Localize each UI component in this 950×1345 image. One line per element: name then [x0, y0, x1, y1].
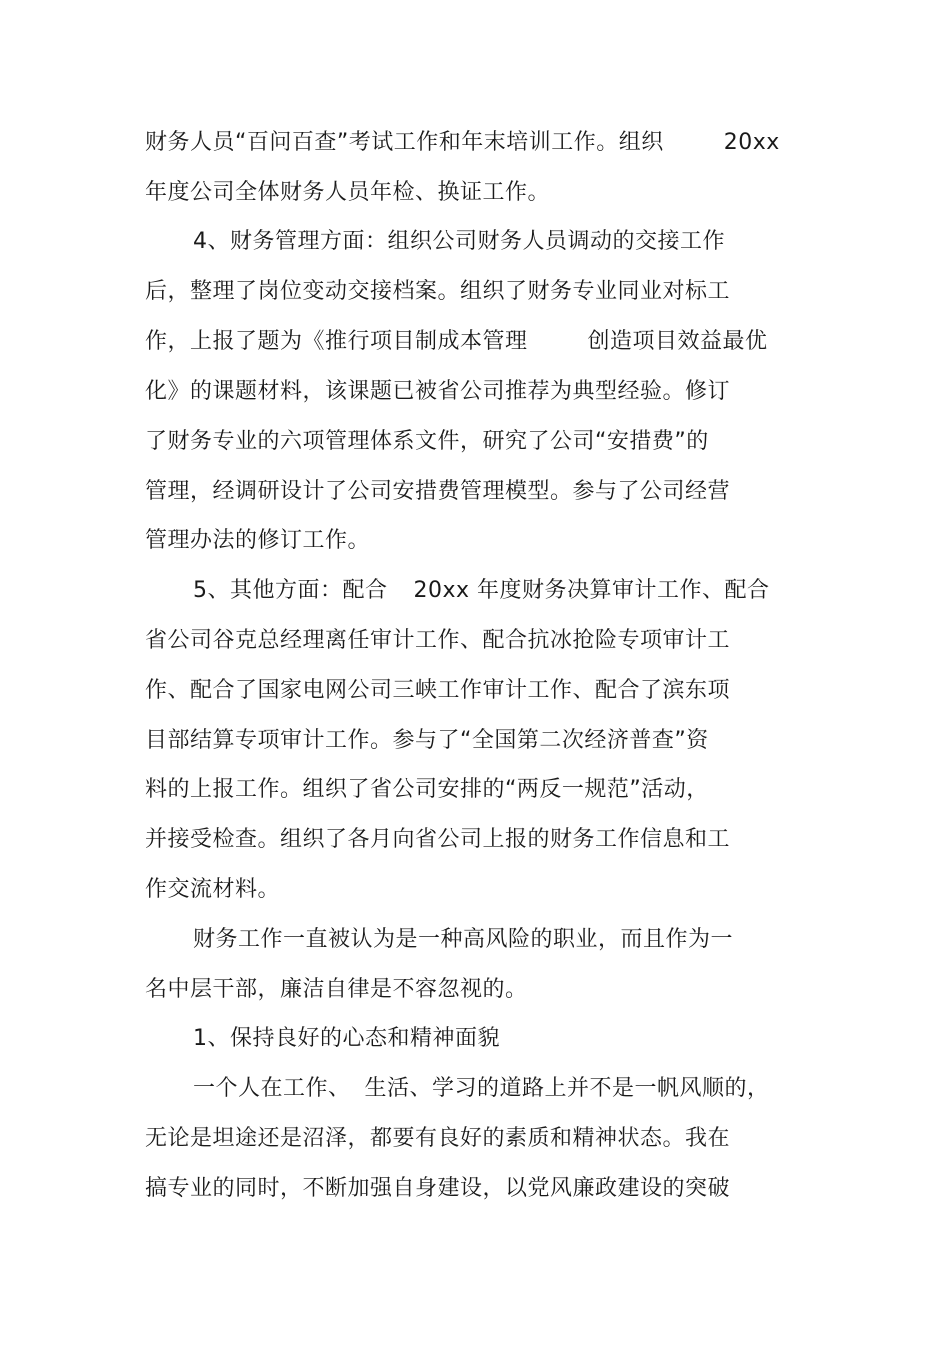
text-segment: 作、配合了国家电网公司三峡工作审计工作、配合了滨东项 — [145, 678, 731, 703]
text-segment: 作，上报了题为《推行项目制成本管理 — [145, 329, 528, 354]
text-line — [145, 128, 780, 158]
text-line — [145, 726, 709, 756]
text-segment: 4、财务管理方面：组织公司财务人员调动的交接工作 — [193, 229, 725, 254]
text-line — [145, 427, 709, 457]
text-segment: 了财务专业的六项管理体系文件，研究了公司“安措费”的 — [145, 429, 709, 454]
text-line — [193, 227, 725, 257]
text-segment: 一个人在工作、 — [193, 1076, 351, 1101]
text-line — [145, 526, 370, 556]
text-line — [145, 277, 730, 307]
text-segment: 化》的课题材料，该课题已被省公司推荐为典型经验。修订 — [145, 379, 731, 404]
text-line — [193, 576, 770, 606]
text-segment: 省公司谷克总经理离任审计工作、配合抗冰抢险专项审计工 — [145, 628, 731, 653]
text-segment: 5、其他方面：配合 — [193, 578, 388, 603]
text-segment: 生活、学习的道路上并不是一帆风顺的， — [364, 1076, 770, 1101]
text-segment: 后，整理了岗位变动交接档案。组织了财务专业同业对标工 — [145, 279, 731, 304]
text-line — [145, 775, 709, 805]
text-line — [145, 1124, 730, 1154]
text-segment: 财务工作一直被认为是一种高风险的职业，而且作为一 — [193, 927, 734, 952]
text-line — [145, 377, 730, 407]
text-line — [145, 825, 730, 855]
text-segment: 管理，经调研设计了公司安措费管理模型。参与了公司经营 — [145, 479, 731, 504]
text-line — [145, 1174, 730, 1204]
text-line — [193, 1024, 500, 1054]
text-segment: 20xx — [723, 130, 780, 155]
text-segment: 无论是坦途还是沼泽，都要有良好的素质和精神状态。我在 — [145, 1126, 731, 1151]
text-line — [145, 327, 768, 357]
text-segment: 并接受检查。组织了各月向省公司上报的财务工作信息和工 — [145, 827, 731, 852]
text-line — [145, 477, 730, 507]
text-segment: 1、保持良好的心态和精神面貌 — [193, 1026, 500, 1051]
text-segment: 目部结算专项审计工作。参与了“全国第二次经济普查”资 — [145, 728, 709, 753]
text-segment: 管理办法的修订工作。 — [145, 528, 371, 553]
text-line — [145, 875, 280, 905]
text-line — [145, 178, 550, 208]
text-segment: 搞专业的同时，不断加强自身建设，以党风廉政建设的突破 — [145, 1176, 731, 1201]
text-segment: 年度公司全体财务人员年检、换证工作。 — [145, 180, 551, 205]
text-line — [193, 1074, 770, 1104]
text-segment: 20xx 年度财务决算审计工作、配合 — [413, 578, 770, 603]
text-line — [145, 975, 528, 1005]
text-segment: 财务人员“百问百查”考试工作和年末培训工作。组织 — [145, 130, 664, 155]
text-line — [145, 676, 730, 706]
text-segment: 作交流材料。 — [145, 877, 281, 902]
text-line — [193, 925, 733, 955]
text-segment: 创造项目效益最优 — [587, 329, 768, 354]
text-segment: 名中层干部，廉洁自律是不容忽视的。 — [145, 977, 528, 1002]
text-segment: 料的上报工作。组织了省公司安排的“两反一规范”活动， — [145, 777, 709, 802]
text-line — [145, 626, 730, 656]
